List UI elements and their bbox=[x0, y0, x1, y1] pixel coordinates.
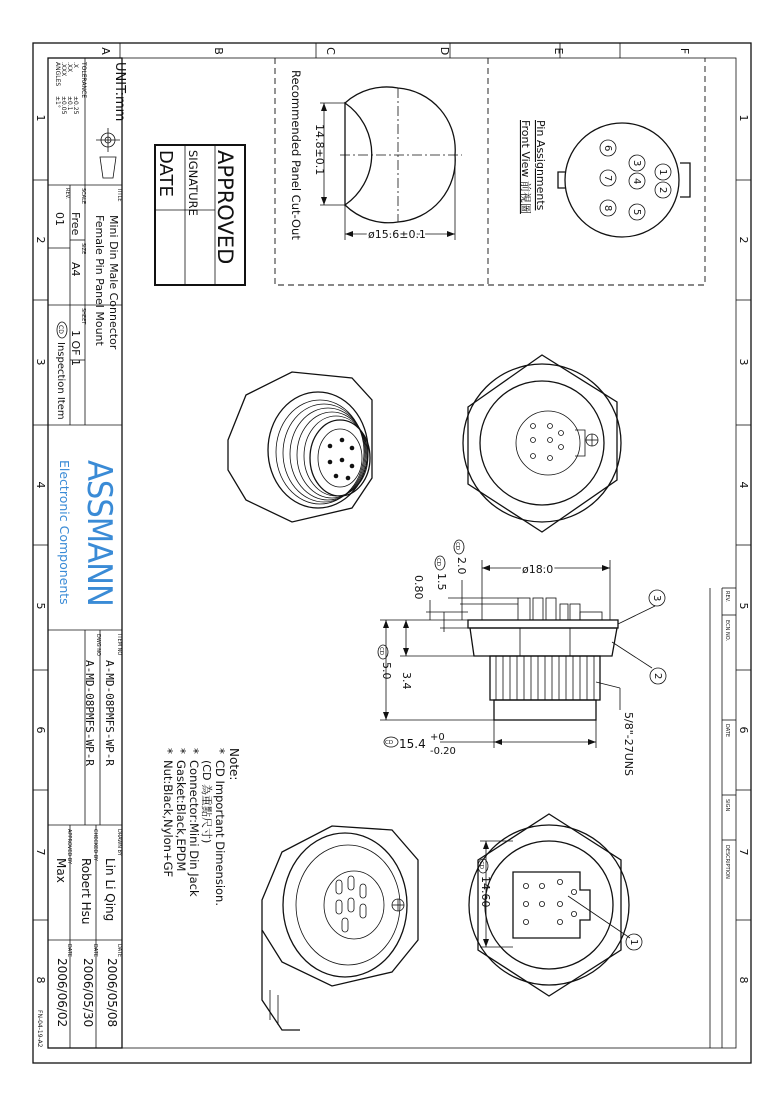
date-label: DATE bbox=[116, 944, 122, 958]
grid-number: 3 bbox=[737, 358, 750, 366]
grid-letter: C bbox=[324, 47, 337, 55]
pin-label: 2 bbox=[657, 187, 668, 194]
grid-numbers-left bbox=[34, 115, 47, 984]
rear-dim-1: 14.60 bbox=[479, 876, 492, 908]
side-dim-4: 5.0 bbox=[380, 662, 393, 680]
balloon-2-icon bbox=[612, 642, 666, 684]
balloons bbox=[568, 590, 666, 950]
pin-assignment-subtitle: Front View 前視圖 bbox=[519, 120, 532, 214]
title-line-1: Mini Din Male Connector bbox=[107, 215, 120, 350]
title-line-2: Female Pin Panel Mount bbox=[93, 215, 106, 346]
inspection-mark: CD bbox=[57, 325, 64, 334]
dwg-no: A-MD-08PMFS-WP-R bbox=[83, 660, 96, 766]
grid-number: 3 bbox=[34, 358, 47, 366]
cutout-diameter-dim: ø15.6±0.1 bbox=[368, 228, 426, 241]
title-block bbox=[36, 58, 127, 1048]
grid-numbers bbox=[737, 115, 750, 984]
date-label: DATE bbox=[92, 944, 98, 958]
balloon-label: 3 bbox=[651, 595, 662, 602]
drawn-by: Lin Li Qing bbox=[103, 858, 117, 922]
title-label: TITLE bbox=[116, 188, 122, 202]
revision-header: ECN NO. bbox=[724, 620, 730, 642]
pin-assignment-view bbox=[519, 120, 690, 237]
cd-mark: CD bbox=[435, 558, 441, 567]
company-name: ASSMANN bbox=[79, 460, 119, 606]
balloon-1-icon bbox=[568, 896, 642, 950]
tolerance-key: .X bbox=[72, 62, 79, 69]
isometric-view-bottom bbox=[262, 826, 418, 1030]
grid-letter: A bbox=[99, 47, 112, 55]
pin-markers bbox=[600, 140, 671, 220]
pin-7-icon bbox=[600, 170, 616, 186]
thread-callout: 5/8"-27UNS bbox=[622, 712, 635, 776]
cd-mark: CD bbox=[454, 542, 460, 551]
pin-label: 6 bbox=[602, 145, 613, 152]
tolerance-key: ANGLES bbox=[54, 62, 61, 87]
size-value: A4 bbox=[69, 262, 82, 277]
grid-letters bbox=[99, 47, 691, 55]
inspection-item: Inspection Item bbox=[55, 342, 66, 420]
side-dim-1: 2.0 bbox=[455, 557, 468, 575]
tolerance-value: ±1° bbox=[54, 96, 61, 108]
cd-mark-icon bbox=[454, 540, 464, 554]
cd-mark-icon bbox=[378, 645, 388, 659]
notes-bullet: * bbox=[187, 748, 201, 754]
item-no: A-MD-08PMFS-WP-R bbox=[103, 660, 116, 766]
drawn-by-label: DRAWN BY bbox=[116, 829, 122, 856]
date-checked: 2006/05/30 bbox=[81, 958, 95, 1028]
grid-number: 2 bbox=[737, 236, 750, 244]
sheet-label: SHEET bbox=[80, 308, 86, 325]
notes-bullet: * bbox=[161, 748, 175, 754]
pin-6-icon bbox=[600, 140, 616, 156]
cd-mark-icon bbox=[478, 859, 488, 873]
item-no-label: ITEM NO bbox=[116, 634, 122, 656]
side-dim-diameter: ø18.0 bbox=[522, 563, 554, 576]
date-approved: 2006/06/02 bbox=[55, 958, 69, 1028]
tolerance-value: ±0.1 bbox=[66, 96, 73, 111]
revision-header: REV. bbox=[724, 591, 730, 602]
note-item: Connector:Mini Din Jack bbox=[187, 760, 201, 897]
checked-by: Robert Hsu bbox=[79, 858, 93, 925]
grid-number: 7 bbox=[34, 848, 47, 856]
revision-table bbox=[710, 588, 736, 1048]
side-dim-5: 3.4 bbox=[400, 672, 413, 690]
tolerance-value: ±0.05 bbox=[60, 96, 67, 115]
grid-number: 4 bbox=[737, 481, 750, 489]
cutout-height-dim: 14.8±0.1 bbox=[313, 124, 326, 176]
pin-8-icon bbox=[600, 200, 616, 216]
pin-label: 1 bbox=[657, 169, 668, 176]
dwg-no-label: DWG NO bbox=[95, 634, 101, 656]
note-item: CD Important Dimension. bbox=[213, 760, 227, 906]
size-label: SIZE bbox=[80, 243, 86, 255]
side-dim-6-lower: -0.20 bbox=[430, 746, 456, 757]
notes-bullet: * bbox=[213, 748, 227, 754]
scale-label: SCALE bbox=[80, 188, 86, 205]
grid-number: 1 bbox=[737, 114, 750, 122]
approved-by-label: APPROVED BY bbox=[66, 829, 72, 865]
grid-number: 7 bbox=[737, 848, 750, 856]
rev-label: REV. bbox=[64, 188, 70, 199]
ground-symbol-icon bbox=[392, 899, 404, 911]
note-item: Gasket:Black,EPDM bbox=[174, 760, 188, 872]
pin-label: 5 bbox=[631, 209, 642, 216]
cd-mark: CD bbox=[378, 647, 384, 656]
pin-4-icon bbox=[629, 173, 645, 189]
notes-title: Note: bbox=[227, 748, 241, 781]
date-drawn: 2006/05/08 bbox=[105, 958, 119, 1028]
pin-assignment-title: Pin Assignments bbox=[534, 120, 547, 211]
note-item: Nut:Black,Nylon+GF bbox=[161, 760, 175, 878]
grid-number: 1 bbox=[34, 114, 47, 122]
side-dim-3: 0.80 bbox=[412, 575, 425, 600]
panel-cutout-title: Recommended Panel Cut-Out bbox=[289, 70, 303, 240]
balloon-label: 2 bbox=[652, 673, 663, 680]
unit-label: UNIT:mm bbox=[112, 62, 127, 122]
grid-number: 5 bbox=[737, 602, 750, 610]
panel-cutout-view bbox=[289, 70, 462, 241]
scale-value: Free bbox=[69, 212, 82, 236]
grid-number: 8 bbox=[34, 976, 47, 984]
pin-label: 3 bbox=[631, 160, 642, 167]
pin-1-icon bbox=[655, 164, 671, 180]
pin-5-icon bbox=[629, 204, 645, 220]
balloon-3-icon bbox=[618, 590, 665, 624]
tolerance-key: .XX bbox=[66, 62, 73, 73]
grid-letter: B bbox=[212, 47, 225, 55]
pin-label: 7 bbox=[602, 175, 613, 182]
company-sub: Electronic Components bbox=[57, 460, 72, 605]
grid-number: 2 bbox=[34, 236, 47, 244]
cd-mark: CD bbox=[478, 861, 484, 870]
cd-mark-icon bbox=[435, 556, 445, 570]
cutout-box bbox=[275, 58, 705, 285]
date-text: DATE bbox=[155, 150, 176, 197]
tolerance-title: TOLERANCE bbox=[80, 62, 87, 99]
rev-value: 01 bbox=[53, 212, 66, 226]
side-dim-2: 1.5 bbox=[435, 573, 448, 591]
sheet-value: 1 OF 1 bbox=[69, 330, 82, 366]
drawing-border bbox=[33, 43, 751, 1063]
approval-box bbox=[155, 145, 245, 285]
grid-letter: F bbox=[678, 47, 691, 55]
cd-mark: CD bbox=[385, 740, 394, 746]
projection-symbol-icon bbox=[96, 128, 120, 178]
grid-number: 5 bbox=[34, 602, 47, 610]
checked-by-label: CHECKED BY bbox=[92, 829, 98, 861]
signature-text: SIGNATURE bbox=[186, 150, 200, 216]
rear-view bbox=[469, 814, 629, 996]
approved-by: Max bbox=[54, 858, 68, 883]
pin-label: 8 bbox=[602, 205, 613, 212]
grid-letter: D bbox=[438, 46, 451, 56]
side-dim-6-upper: +0 bbox=[430, 732, 445, 743]
side-dim-6-main: 15.4 bbox=[399, 737, 426, 751]
grid-number: 6 bbox=[737, 726, 750, 734]
ground-symbol-icon bbox=[586, 434, 598, 446]
grid-number: 4 bbox=[34, 481, 47, 489]
notes bbox=[161, 748, 241, 906]
notes-bullet: * bbox=[174, 748, 188, 754]
grid-letter: E bbox=[552, 47, 565, 55]
revision-header: DESCRIPTION bbox=[724, 845, 730, 879]
date-label: DATE bbox=[66, 944, 72, 958]
revision-header: SIGN bbox=[724, 799, 730, 812]
grid-number: 6 bbox=[34, 726, 47, 734]
cd-mark-icon bbox=[384, 737, 398, 747]
tolerance-value: ±0.25 bbox=[72, 96, 79, 115]
balloon-label: 1 bbox=[628, 939, 639, 946]
tolerance-key: .XXX bbox=[60, 62, 67, 77]
approved-text: APPROVED bbox=[213, 150, 237, 265]
form-no: FN-04-19-A2 bbox=[36, 1010, 43, 1048]
isometric-view-top bbox=[228, 372, 372, 522]
pin-2-icon bbox=[655, 182, 671, 198]
pin-3-icon bbox=[629, 155, 645, 171]
side-view bbox=[378, 540, 635, 776]
note-item: (CD 為重點尺寸) bbox=[200, 760, 213, 844]
front-view bbox=[463, 355, 621, 532]
grid-number: 8 bbox=[737, 976, 750, 984]
inspection-mark-icon bbox=[57, 322, 67, 338]
revision-header: DATE bbox=[724, 724, 730, 738]
pin-label: 4 bbox=[631, 178, 642, 185]
